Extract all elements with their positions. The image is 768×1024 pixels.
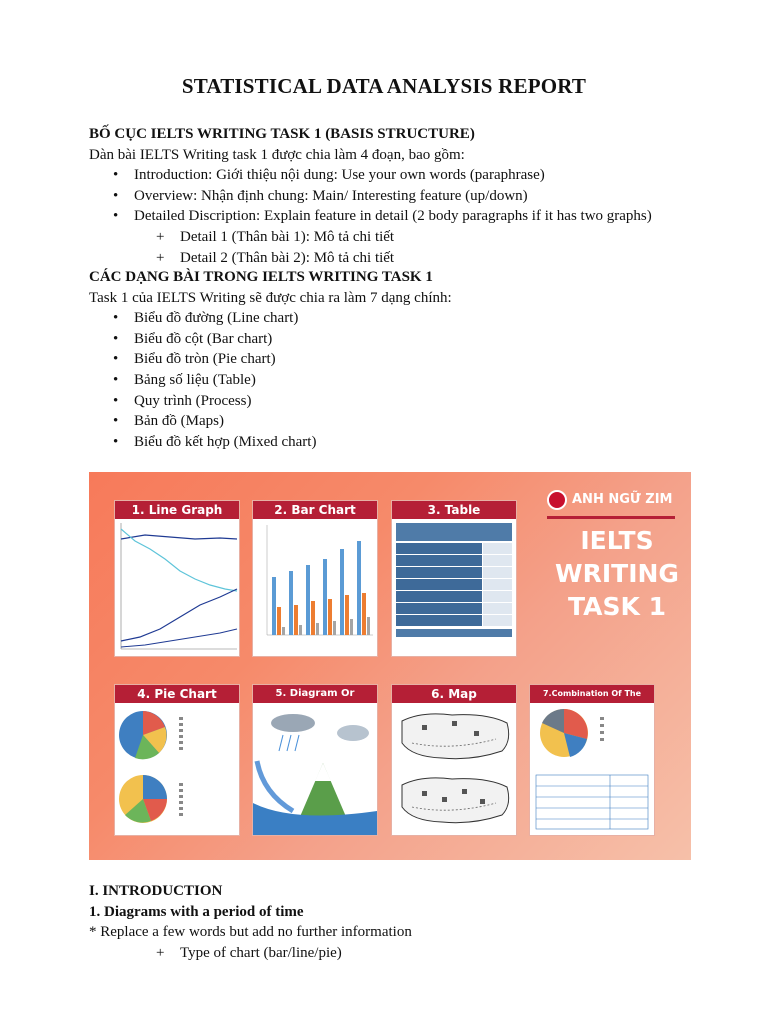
list-item: • Bảng số liệu (Table)	[89, 370, 709, 391]
headline-line: TASK 1	[568, 592, 666, 621]
card-title: 6. Map	[392, 685, 516, 703]
introduction-list	[89, 943, 709, 964]
headline-line: IELTS	[580, 526, 654, 555]
section-intro: Dàn bài IELTS Writing task 1 được chia làm 4 đoạn, bao gồm:	[89, 146, 465, 163]
section-heading: I. INTRODUCTION	[89, 883, 223, 899]
card-title: 2. Bar Chart	[253, 501, 377, 519]
detail-list	[89, 227, 709, 268]
list-item: • Quy trình (Process)	[89, 391, 709, 412]
document-title: STATISTICAL DATA ANALYSIS REPORT	[181, 74, 587, 98]
card-title: 1. Line Graph	[115, 501, 239, 519]
card-combination	[529, 684, 655, 836]
zim-brand	[547, 490, 687, 516]
list-item: + Type of chart (bar/line/pie)	[89, 943, 709, 964]
section-structure	[89, 124, 709, 268]
banner-headline	[547, 524, 687, 623]
headline-line: WRITING	[555, 559, 679, 588]
line-graph-thumbnail	[115, 519, 239, 656]
section-heading: BỐ CỤC IELTS WRITING TASK 1 (BASIS STRUCTURE)	[89, 126, 475, 142]
pie-chart-thumbnail	[115, 703, 239, 835]
card-pie-chart	[114, 684, 240, 836]
card-bar-chart	[252, 500, 378, 657]
card-title: 7.Combination Of The Above	[530, 685, 654, 703]
combination-thumbnail	[530, 703, 654, 835]
card-title: 3. Table	[392, 501, 516, 519]
list-item: + Detail 2 (Thân bài 2): Mô tả chi tiết	[89, 248, 709, 269]
card-diagram-process	[252, 684, 378, 836]
list-item: • Biểu đồ đường (Line chart)	[89, 308, 709, 329]
brand-name: ANH NGỮ ZIM	[572, 492, 673, 507]
list-item: • Bản đồ (Maps)	[89, 411, 709, 432]
brand-underline	[547, 516, 675, 519]
zim-logo-icon	[547, 490, 567, 510]
list-item: • Biểu đồ tròn (Pie chart)	[89, 349, 709, 370]
structure-list	[89, 165, 709, 227]
water-cycle-thumbnail	[253, 703, 377, 835]
list-item: + Detail 1 (Thân bài 1): Mô tả chi tiết	[89, 227, 709, 248]
bar-chart-thumbnail	[253, 519, 377, 656]
section-note: * Replace a few words but add no further information	[89, 924, 412, 941]
section-introduction	[89, 881, 709, 963]
task-types-list	[89, 308, 709, 452]
list-item: • Detailed Discription: Explain feature in detail (2 body paragraphs if it has two graphs)	[89, 206, 709, 227]
section-intro: Task 1 của IELTS Writing sẽ được chia ra làm 7 dạng chính:	[89, 289, 452, 306]
map-thumbnail	[392, 703, 516, 835]
card-title: 4. Pie Chart	[115, 685, 239, 703]
section-task-types	[89, 267, 709, 452]
card-title: 5. Diagram Or	[253, 685, 377, 703]
card-line-graph	[114, 500, 240, 657]
list-item: • Biểu đồ kết hợp (Mixed chart)	[89, 432, 709, 453]
table-thumbnail	[392, 519, 516, 656]
section-subheading: 1. Diagrams with a period of time	[89, 903, 304, 920]
list-item: • Overview: Nhận định chung: Main/ Interesting feature (up/down)	[89, 186, 709, 207]
section-heading: CÁC DẠNG BÀI TRONG IELTS WRITING TASK 1	[89, 269, 433, 285]
list-item: • Biểu đồ cột (Bar chart)	[89, 329, 709, 350]
card-map	[391, 684, 517, 836]
card-table	[391, 500, 517, 657]
list-item: • Introduction: Giới thiệu nội dung: Use your own words (paraphrase)	[89, 165, 709, 186]
task1-types-banner	[89, 472, 691, 860]
